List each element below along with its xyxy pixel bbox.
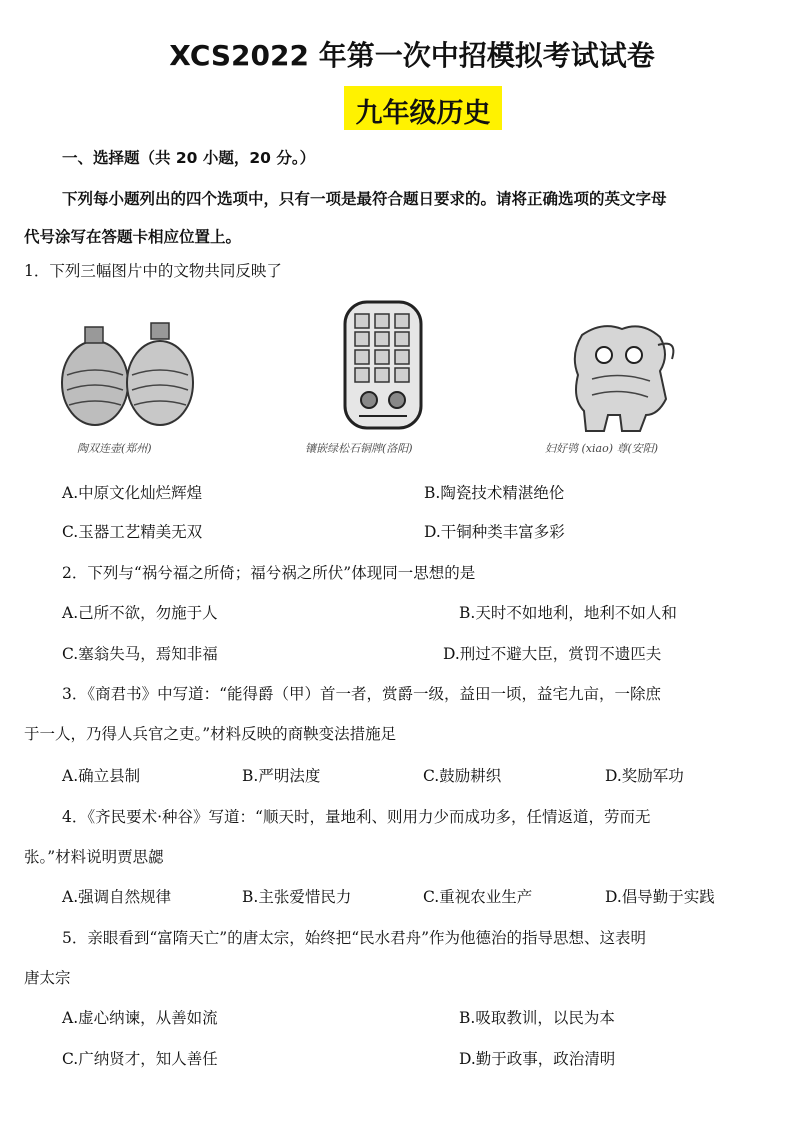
q1-option-c: C.玉器工艺精美无双 — [62, 523, 203, 541]
question-3-stem-line-2: 于一人，乃得人兵官之吏。”材料反映的商鞅变法措施足 — [24, 725, 397, 743]
q4-option-d: D.倡导勤于实践 — [605, 888, 715, 906]
exam-title: XCS2022 年第一次中招模拟考试试卷 — [169, 39, 655, 72]
q3-option-d: D.奖励军功 — [605, 767, 684, 785]
q1-option-a: A.中原文化灿烂辉煌 — [62, 484, 203, 502]
q3-option-b: B.严明法度 — [242, 767, 321, 785]
owl-vessel-image — [562, 315, 682, 437]
q4-option-b: B.主张爱惜民力 — [242, 888, 352, 906]
image-2-caption: 镶嵌绿松石铜牌(洛阳) — [305, 442, 413, 455]
q2-option-c: C.塞翁失马，焉知非福 — [62, 645, 218, 663]
q5-option-a: A.虚心纳谏，从善如流 — [62, 1009, 218, 1027]
q5-option-d: D.勤于政事，政治清明 — [459, 1050, 616, 1068]
image-3-caption: 妇好鸮 (xiao) 尊(安阳) — [545, 442, 659, 455]
section-heading: 一、选择题（共 20 小题，20 分。） — [62, 149, 316, 167]
q3-option-c: C.鼓励耕织 — [423, 767, 502, 785]
question-4-stem-line-2: 张。”材料说明贾思勰 — [24, 848, 164, 866]
q5-option-b: B.吸取教训，以民为本 — [459, 1009, 615, 1027]
turquoise-plaque-image — [335, 296, 431, 436]
q1-option-b: B.陶瓷技术精湛绝伦 — [424, 484, 565, 502]
q2-option-b: B.天时不如地利，地利不如人和 — [459, 604, 677, 622]
question-5-stem-line-1: 5．亲眼看到“富隋天亡”的唐太宗，始终把“民水君舟”作为他德治的指导思想、这表明 — [62, 929, 647, 947]
question-5-stem-line-2: 唐太宗 — [24, 969, 71, 987]
instruction-line-1: 下列每小题列出的四个选项中，只有一项是最符合题日要求的。请将正确选项的英文字母 — [62, 190, 667, 208]
question-4-stem-line-1: 4．《齐民要术·种谷》写道：“顺天时，量地利、则用力少而成功多，任情返道，劳而无 — [62, 808, 651, 826]
q4-option-a: A.强调自然规律 — [62, 888, 172, 906]
q2-option-d: D.刑过不避大臣，赏罚不遗匹夫 — [443, 645, 662, 663]
q1-option-d: D.干铜种类丰富多彩 — [424, 523, 565, 541]
q5-option-c: C.广纳贤才，知人善任 — [62, 1050, 218, 1068]
instruction-line-2: 代号涂写在答题卡相应位置上。 — [24, 228, 242, 246]
image-1-caption: 陶双连壶(郑州) — [77, 442, 152, 455]
question-1-stem: 1．下列三幅图片中的文物共同反映了 — [24, 262, 282, 280]
question-2-stem: 2．下列与“祸兮福之所倚；福兮祸之所伏”体现同一思想的是 — [62, 564, 476, 582]
q2-option-a: A.己所不欲，勿施于人 — [62, 604, 218, 622]
exam-subtitle: 九年级历史 — [355, 98, 491, 129]
double-pot-image — [55, 315, 205, 435]
q4-option-c: C.重视农业生产 — [423, 888, 533, 906]
question-3-stem-line-1: 3．《商君书》中写道：“能得爵（甲）首一者，赏爵一级，益田一顷，益宅九亩，一除庶 — [62, 685, 662, 703]
q3-option-a: A.确立县制 — [62, 767, 141, 785]
